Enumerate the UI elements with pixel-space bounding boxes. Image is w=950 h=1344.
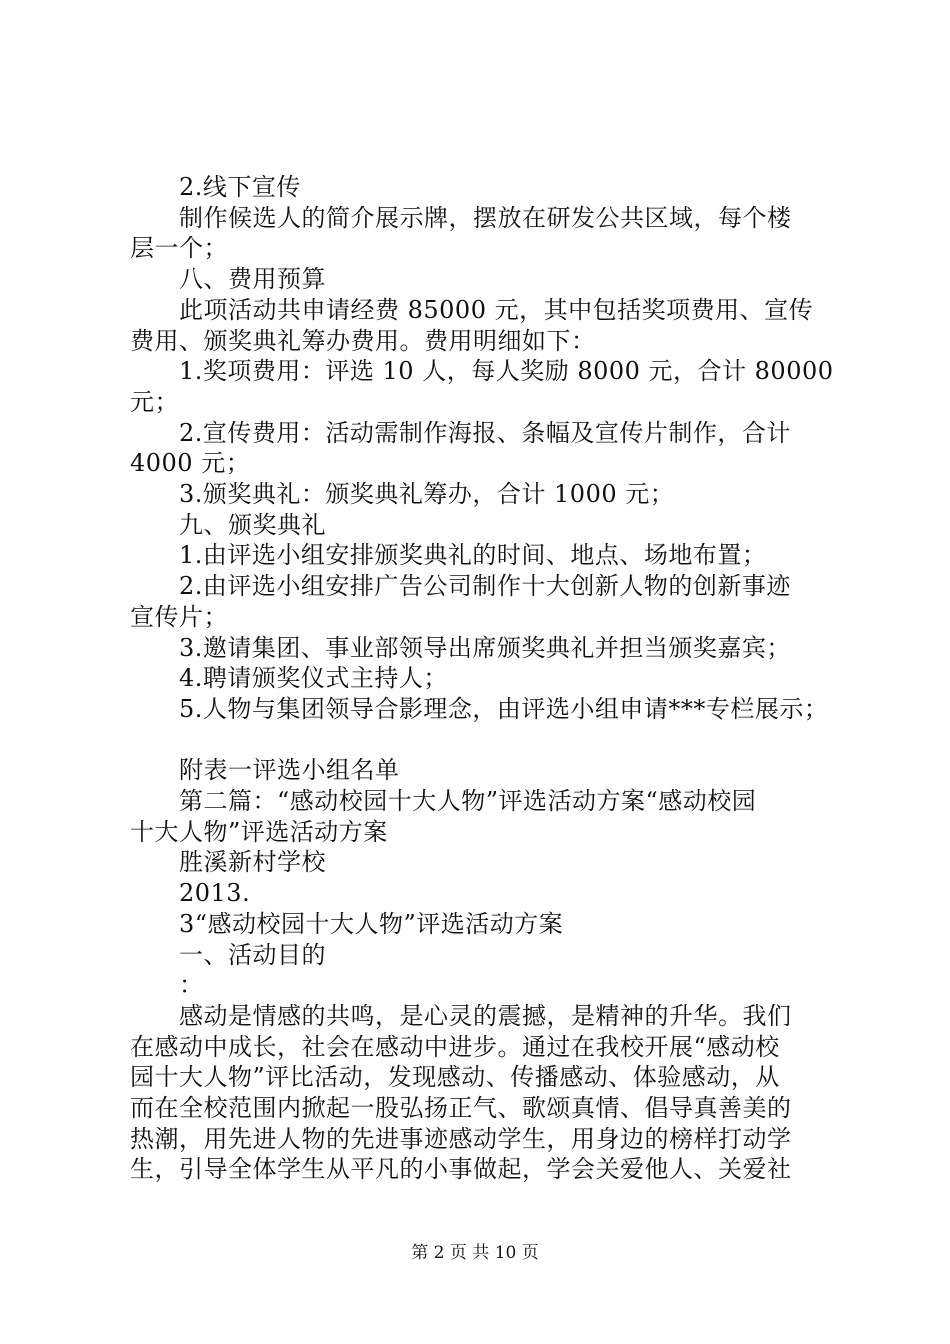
text-line: 2013. (179, 879, 251, 908)
document-body (130, 172, 835, 1185)
section-heading: 八、费用预算 (179, 265, 326, 294)
text-line: 3.邀请集团、事业部领导出席颁奖典礼并担当颁奖嘉宾； (179, 633, 791, 662)
text-line: 宣传片； (130, 602, 228, 631)
text-line: 而在全校范围内掀起一股弘扬正气、歌颂真情、倡导真善美的 (130, 1094, 792, 1123)
text-line: 元； (130, 387, 179, 416)
section-heading: 九、颁奖典礼 (179, 510, 326, 539)
text-line: 3“感动校园十大人物”评选活动方案 (179, 909, 564, 938)
blank-line (130, 725, 835, 756)
text-line: 费用、颁奖典礼筹办费用。费用明细如下： (130, 326, 596, 355)
text-line: 3.颁奖典礼：颁奖典礼筹办，合计 1000 元； (179, 480, 675, 509)
text-line: 5.人物与集团领导合影理念，由评选小组申请***专栏展示； (179, 694, 829, 723)
text-line: 层一个； (130, 234, 228, 263)
text-line: 第二篇：“感动校园十大人物”评选活动方案“感动校园 (179, 787, 757, 816)
text-line: ： (179, 971, 204, 1000)
text-line: 制作候选人的简介展示牌，摆放在研发公共区域，每个楼 (179, 203, 792, 232)
text-line: 胜溪新村学校 (179, 848, 326, 877)
text-line: 此项活动共申请经费 85000 元，其中包括奖项费用、宣传 (179, 295, 814, 324)
text-line: 在感动中成长，社会在感动中进步。通过在我校开展“感动校 (130, 1032, 780, 1061)
text-line: 2.由评选小组安排广告公司制作十大创新人物的创新事迹 (179, 572, 791, 601)
text-line: 4000 元； (130, 449, 251, 478)
text-line: 2.宣传费用：活动需制作海报、条幅及宣传片制作，合计 (179, 418, 791, 447)
text-line: 园十大人物”评比活动，发现感动、传播感动、体验感动，从 (130, 1063, 780, 1092)
text-line: 十大人物”评选活动方案 (130, 817, 388, 846)
text-line: 1.由评选小组安排颁奖典礼的时间、地点、场地布置； (179, 541, 767, 570)
text-line: 热潮，用先进人物的先进事迹感动学生，用身边的榜样打动学 (130, 1124, 792, 1153)
section-heading: 一、活动目的 (179, 940, 326, 969)
text-line: 感动是情感的共鸣，是心灵的震撼，是精神的升华。我们 (179, 1001, 792, 1030)
text-line: 4.聘请颁奖仪式主持人； (179, 664, 448, 693)
text-line: 2.线下宣传 (179, 173, 301, 201)
page-number-footer: 第 2 页 共 10 页 (411, 1243, 539, 1263)
text-line: 生，引导全体学生从平凡的小事做起，学会关爱他人、关爱社 (130, 1155, 792, 1184)
text-line: 附表一评选小组名单 (179, 756, 400, 785)
text-line: 1.奖项费用：评选 10 人，每人奖励 8000 元，合计 80000 (179, 357, 834, 386)
